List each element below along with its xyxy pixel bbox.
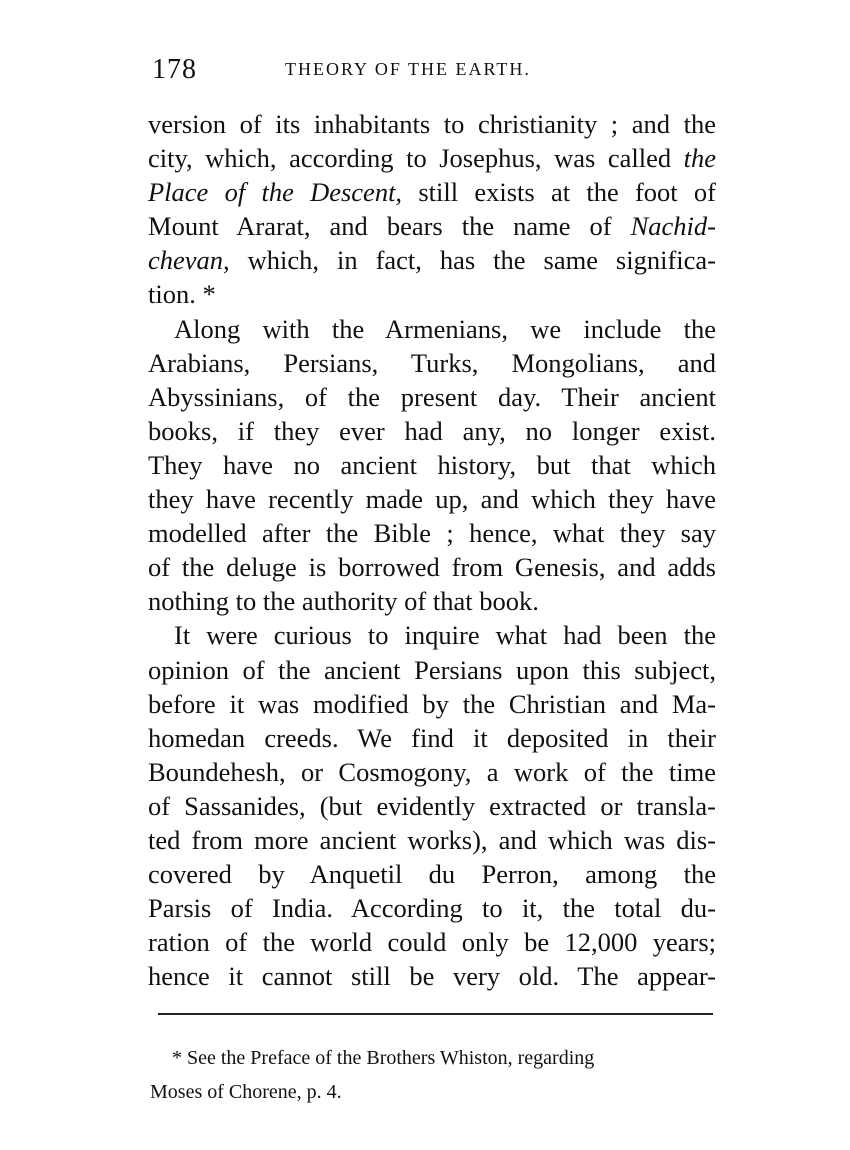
italic-phrase: the xyxy=(683,143,716,174)
text-line: ted from more ancient works), and which was dis- xyxy=(148,824,716,855)
text-line: of the deluge is borrowed from Genesis, and adds xyxy=(148,552,716,583)
text-line: Abyssinians, of the present day. Their ancient xyxy=(148,381,716,412)
text-line: modelled after the Bible ; hence, what they say xyxy=(148,518,716,549)
text-line: It were curious to inquire what had been the xyxy=(174,620,716,651)
text-line xyxy=(148,277,716,311)
text-line: covered by Anquetil du Perron, among the xyxy=(148,859,716,890)
page-header xyxy=(152,54,712,88)
text-line: Boundehesh, or Cosmogony, a work of the time xyxy=(148,756,716,787)
footnote-line: Moses of Chorene, p. 4. xyxy=(150,1081,342,1103)
text-line: before it was modified by the Christian and Ma- xyxy=(148,688,716,719)
page-number: 178 xyxy=(152,54,197,85)
text-line: Parsis of India. According to it, the total du- xyxy=(148,893,716,924)
text-line: city, which, according to Josephus, was called the xyxy=(148,143,716,174)
text-line: opinion of the ancient Persians upon this subject, xyxy=(148,654,716,685)
text-line: Along with the Armenians, we include the xyxy=(174,313,716,344)
footnote xyxy=(150,1041,718,1109)
text-line: hence it cannot still be very old. The appear- xyxy=(148,961,716,992)
text-line: version of its inhabitants to christianity ; and the xyxy=(148,109,716,139)
text-line: chevan, which, in fact, has the same significa- xyxy=(148,245,716,276)
footnote-line: * See the Preface of the Brothers Whiston, regarding xyxy=(172,1047,595,1069)
text-line: Place of the Descent, still exists at the foot of xyxy=(148,177,716,208)
text-line: books, if they ever had any, no longer exist. xyxy=(148,415,716,446)
text-line: Arabians, Persians, Turks, Mongolians, and xyxy=(148,347,716,378)
text-line: of Sassanides, (but evidently extracted or transla- xyxy=(148,790,716,821)
text-line: ration of the world could only be 12,000 years; xyxy=(148,927,716,958)
footnote-reference: tion. * xyxy=(148,279,216,310)
italic-phrase: chevan, xyxy=(148,245,230,276)
running-title: THEORY OF THE EARTH. xyxy=(285,59,531,79)
body-text xyxy=(148,107,716,993)
text-line: They have no ancient history, but that which xyxy=(148,449,716,480)
text-line: homedan creeds. We find it deposited in their xyxy=(148,722,716,753)
footnote-divider xyxy=(158,1013,713,1015)
italic-phrase: Place of the Descent, xyxy=(148,177,403,208)
text-line: nothing to the authority of that book. xyxy=(148,586,539,617)
text-line: Mount Ararat, and bears the name of Nachid- xyxy=(148,211,716,242)
italic-phrase: Nachid- xyxy=(630,211,716,242)
text-line: they have recently made up, and which they have xyxy=(148,484,716,515)
